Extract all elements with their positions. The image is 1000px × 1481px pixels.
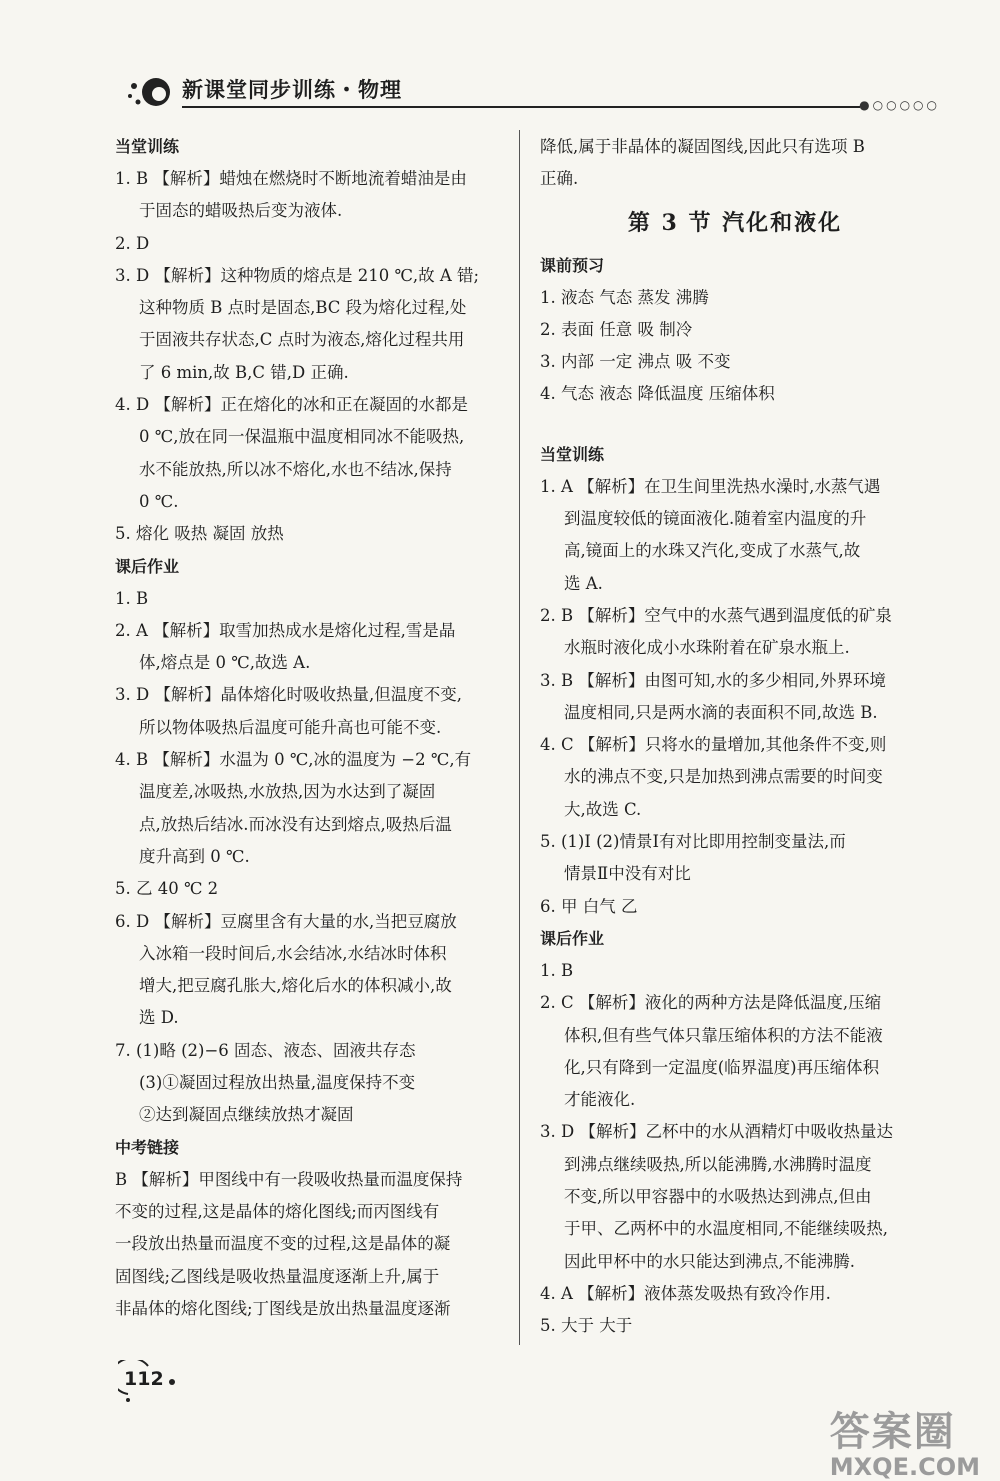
column-divider [519,130,520,1345]
watermark-url: MXQE.COM [829,1453,980,1481]
text-line: 选 D. [139,1008,179,1028]
watermark [830,1400,980,1481]
page-number: 112 [124,1368,164,1390]
text-line: 3. 内部 一定 沸点 吸 不变 [540,352,731,372]
text-line: 体,熔点是 0 ℃,故选 A. [139,653,311,673]
header-dots-icon: ●○○○○○ [859,98,940,112]
text-line: 于甲、乙两杯中的水温度相同,不能继续吸热, [564,1219,888,1239]
text-line: 水瓶时液化成小水珠附着在矿泉水瓶上. [564,638,850,658]
text-line: 情景Ⅱ中没有对比 [564,864,691,884]
section-heading: 中考链接 [115,1137,180,1157]
text-line: 入冰箱一段时间后,水会结冰,水结冰时体积 [139,943,447,963]
text-line: (3)①凝固过程放出热量,温度保持不变 [139,1073,416,1093]
header-title: 新课堂同步训练・物理 [182,78,402,102]
text-line: 0 ℃. [139,491,179,511]
spacer [540,411,930,439]
text-line: 到沸点继续吸热,所以能沸腾,水沸腾时温度 [564,1154,872,1174]
text-line: 1. B [540,960,574,980]
text-line: 水不能放热,所以冰不熔化,水也不结冰,保持 [139,459,452,479]
text-line: 度升高到 0 ℃. [139,846,250,866]
text-line: 2. B 【解析】空气中的水蒸气遇到温度低的矿泉 [540,605,892,625]
text-line: 于固液共存状态,C 点时为液态,熔化过程共用 [139,330,465,350]
text-line: 温度相同,只是两水滴的表面积不同,故选 B. [564,702,878,722]
text-line: 4. C 【解析】只将水的量增加,其他条件不变,则 [540,735,887,755]
text-line: 1. A 【解析】在卫生间里洗热水澡时,水蒸气遇 [540,476,881,496]
text-line: 到温度较低的镜面液化.随着室内温度的升 [564,509,867,529]
page-number-badge [118,1360,178,1404]
watermark-text: 答案圈 [829,1409,956,1455]
text-line: 6. D 【解析】豆腐里含有大量的水,当把豆腐放 [115,911,457,931]
right-column [540,131,930,1343]
text-line: 3. B 【解析】由图可知,水的多少相同,外界环境 [540,670,886,690]
text-line: 水的沸点不变,只是加热到沸点需要的时间变 [564,767,883,787]
text-line: 体积,但有些气体只靠压缩体积的方法不能液 [564,1025,883,1045]
text-line: 1. B [115,588,149,608]
text-line: 所以物体吸热后温度可能升高也可能不变. [139,717,442,737]
text-line: 2. A 【解析】取雪加热成水是熔化过程,雪是晶 [115,620,456,640]
text-line: 因此甲杯中的水只能达到沸点,不能沸腾. [564,1251,855,1271]
text-line: 0 ℃,放在同一保温瓶中温度相同冰不能吸热, [139,427,465,447]
page-header [120,70,940,110]
left-column [115,131,505,1325]
text-line: 3. D 【解析】这种物质的熔点是 210 ℃,故 A 错; [115,265,480,285]
text-line: 正确. [540,169,579,189]
text-line: 7. (1)略 (2)−6 固态、液态、固液共存态 [115,1040,416,1060]
text-line: 温度差,冰吸热,水放热,因为水达到了凝固 [139,782,436,802]
text-line: 不变,所以甲容器中的水吸热达到沸点,但由 [564,1187,872,1207]
chapter-title: 第 3 节 汽化和液化 [627,209,843,236]
text-line: 增大,把豆腐孔胀大,熔化后水的体积减小,故 [139,976,452,996]
section-heading: 当堂训练 [115,137,180,156]
text-line: 一段放出热量而温度不变的过程,这是晶体的凝 [115,1234,451,1254]
text-line: ②达到凝固点继续放热才凝固 [139,1105,354,1125]
text-line: 大,故选 C. [564,799,642,819]
text-line: 了 6 min,故 B,C 错,D 正确. [139,362,349,382]
text-line: 5. 大于 大于 [540,1316,633,1336]
text-line: 5. 熔化 吸热 凝固 放热 [115,524,284,544]
text-line: 4. D 【解析】正在熔化的冰和正在凝固的水都是 [115,395,468,415]
text-line: 不变的过程,这是晶体的熔化图线;而丙图线有 [115,1201,440,1221]
text-line: 点,放热后结冰.而冰没有达到熔点,吸热后温 [139,814,452,834]
text-line: 于固态的蜡吸热后变为液体. [139,201,343,221]
book-logo-icon [120,72,180,108]
text-line: 4. 气态 液态 降低温度 压缩体积 [540,384,775,404]
text-line: 这种物质 B 点时是固态,BC 段为熔化过程,处 [139,298,467,318]
text-line: 高,镜面上的水珠又汽化,变成了水蒸气,故 [564,541,861,561]
text-line: 2. 表面 任意 吸 制冷 [540,319,693,339]
text-line: B 【解析】甲图线中有一段吸收热量而温度保持 [115,1169,463,1189]
text-line: 2. D [115,233,150,253]
text-line: 2. C 【解析】液化的两种方法是降低温度,压缩 [540,993,882,1013]
section-heading: 当堂训练 [540,444,605,464]
text-line: 6. 甲 白气 乙 [540,896,638,916]
text-line: 5. 乙 40 ℃ 2 [115,879,219,899]
text-line: 1. 液态 气态 蒸发 沸腾 [540,287,709,307]
text-line: 非晶体的熔化图线;丁图线是放出热量温度逐渐 [115,1298,451,1318]
header-rule [182,106,860,108]
text-line: 才能液化. [564,1090,636,1110]
section-heading: 课后作业 [115,556,180,576]
text-line: 降低,属于非晶体的凝固图线,因此只有选项 B [540,137,865,156]
section-heading: 课后作业 [540,928,605,948]
text-line: 3. D 【解析】晶体熔化时吸收热量,但温度不变, [115,685,462,705]
text-line: 化,只有降到一定温度(临界温度)再压缩体积 [564,1057,880,1077]
text-line: 1. B 【解析】蜡烛在燃烧时不断地流着蜡油是由 [115,169,467,188]
text-line: 3. D 【解析】乙杯中的水从酒精灯中吸收热量达 [540,1122,893,1142]
text-line: 4. A 【解析】液体蒸发吸热有致冷作用. [540,1283,831,1303]
text-line: 5. (1)Ⅰ (2)情景Ⅰ有对比即用控制变量法,而 [540,832,846,852]
text-line: 固图线;乙图线是吸收热量温度逐渐上升,属于 [115,1266,440,1286]
text-line: 选 A. [564,573,603,593]
section-heading: 课前预习 [540,255,605,275]
text-line: 4. B 【解析】水温为 0 ℃,冰的温度为 −2 ℃,有 [115,750,472,770]
